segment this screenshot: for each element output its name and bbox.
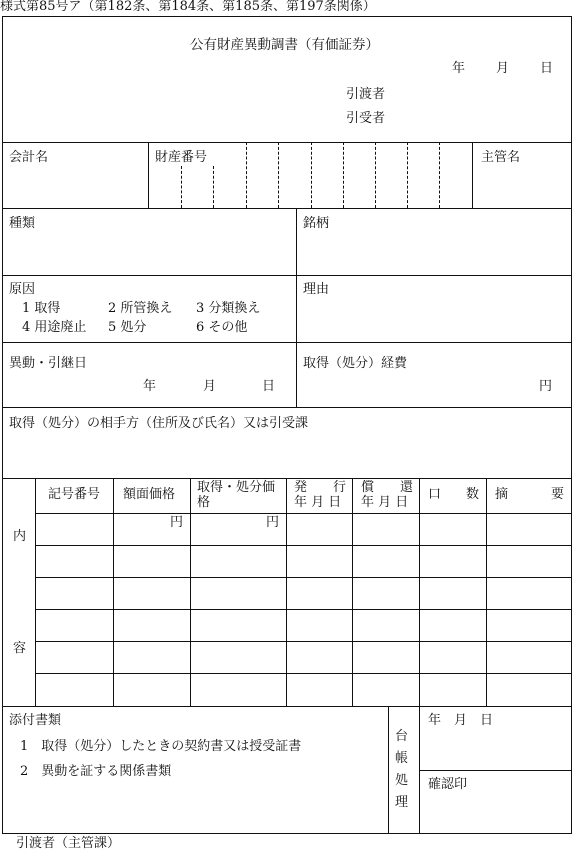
cause-option: 5 処分 <box>108 320 147 335</box>
ledger-label: 帳 <box>395 751 409 766</box>
brand-label: 銘柄 <box>303 216 330 231</box>
divider <box>343 142 344 208</box>
col-header-serial: 記号番号 <box>48 487 101 502</box>
divider <box>2 142 572 143</box>
cost-unit: 円 <box>539 379 553 394</box>
col-header-issue-date: 年 月 日 <box>294 495 342 510</box>
col-header-price: 取得・処分価 <box>197 480 276 495</box>
contents-side-label: 容 <box>13 641 27 656</box>
date-month: 月 <box>496 61 510 76</box>
divider <box>2 407 572 408</box>
confirm-seal-label: 確認印 <box>428 777 468 792</box>
transfer-date-label: 異動・引継日 <box>9 356 88 371</box>
divider <box>2 706 572 707</box>
cause-option: 6 その他 <box>196 320 248 335</box>
form-title: 公有財産異動調書（有価証券） <box>190 37 379 53</box>
cause-label: 原因 <box>9 282 36 297</box>
table-row-line <box>35 673 572 674</box>
footer-transferor: 引渡者（主管課） <box>16 836 121 851</box>
divider <box>2 342 572 343</box>
table-row-line <box>35 513 572 514</box>
cost-label: 取得（処分）経費 <box>303 356 408 371</box>
transferee-label: 引受者 <box>346 111 386 126</box>
attachment-item: 2 異動を証する関係書類 <box>20 764 172 779</box>
type-label: 種類 <box>9 216 36 231</box>
divider <box>407 142 408 208</box>
col-header-units: 口 <box>428 487 442 502</box>
divider <box>439 142 440 208</box>
divider <box>148 142 149 208</box>
date-day: 日 <box>540 61 554 76</box>
table-row-line <box>35 577 572 578</box>
account-name-label: 会計名 <box>9 150 49 165</box>
divider <box>311 142 312 208</box>
col-header-summary: 要 <box>551 487 565 502</box>
cause-option: 3 分類換え <box>196 301 261 316</box>
divider <box>213 166 214 208</box>
col-header-redeem-date: 償 還 <box>361 480 414 495</box>
col-header-face-value: 額面価格 <box>123 487 176 502</box>
divider <box>278 142 279 208</box>
price-unit: 円 <box>266 515 280 530</box>
divider <box>419 770 572 771</box>
divider <box>472 142 473 208</box>
ledger-label: 台 <box>395 729 409 744</box>
divider <box>2 275 572 276</box>
transfer-date-day: 日 <box>262 379 276 394</box>
col-header-price: 格 <box>197 495 211 510</box>
col-header-units: 数 <box>466 487 480 502</box>
divider <box>388 706 389 834</box>
attachment-item: 1 取得（処分）したときの契約書又は授受証書 <box>20 739 302 754</box>
counterparty-label: 取得（処分）の相手方（住所及び氏名）又は引受課 <box>9 416 309 431</box>
face-value-unit: 円 <box>170 515 184 530</box>
divider <box>246 142 247 208</box>
attachments-label: 添付書類 <box>9 713 62 728</box>
contents-side-label: 内 <box>13 529 27 544</box>
col-header-summary: 摘 <box>495 487 509 502</box>
reason-label: 理由 <box>303 282 330 297</box>
date-year: 年 <box>452 61 466 76</box>
col-header-redeem-date: 年 月 日 <box>361 495 409 510</box>
divider <box>2 208 572 209</box>
table-row-line <box>35 545 572 546</box>
transferor-label: 引渡者 <box>346 87 386 102</box>
cause-option: 1 取得 <box>22 301 61 316</box>
form-number: 様式第85号ア（第182条、第184条、第185条、第197条関係） <box>0 0 376 14</box>
transfer-date-year: 年 <box>143 379 157 394</box>
ledger-label: 理 <box>395 795 409 810</box>
divider <box>296 208 297 407</box>
ledger-label: 処 <box>395 773 409 788</box>
col-header-issue-date: 発 行 <box>294 480 347 495</box>
property-number-label: 財産番号 <box>155 150 208 165</box>
divider <box>181 166 182 208</box>
cause-option: 2 所管換え <box>108 301 173 316</box>
cause-option: 4 用途廃止 <box>22 320 87 335</box>
transfer-date-month: 月 <box>203 379 217 394</box>
confirm-date: 年 月 日 <box>428 713 494 728</box>
table-row-line <box>35 609 572 610</box>
divider <box>375 142 376 208</box>
supervisor-label: 主管名 <box>481 150 521 165</box>
table-row-line <box>35 641 572 642</box>
